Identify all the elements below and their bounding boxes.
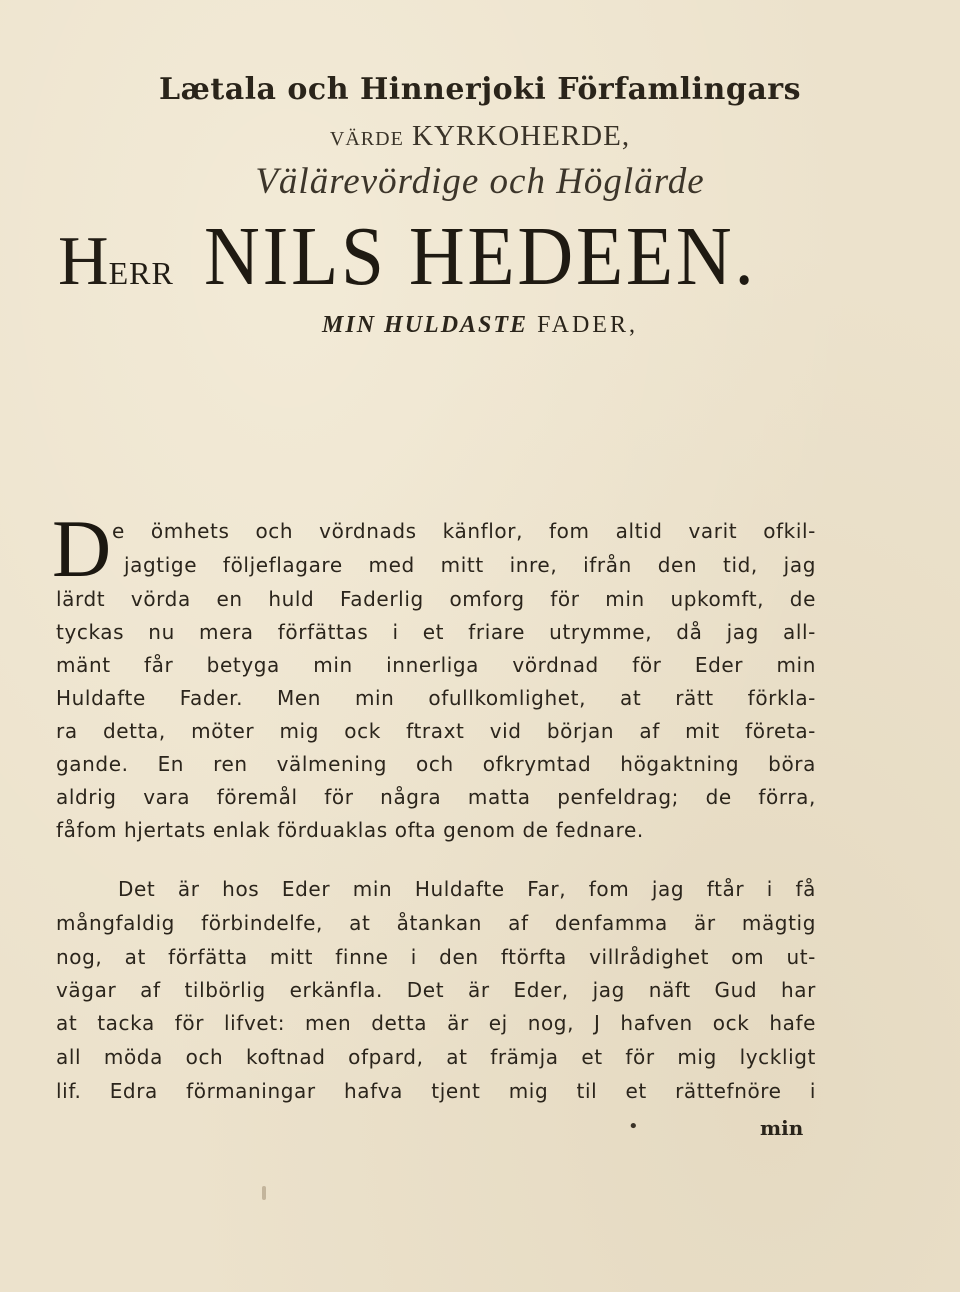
text-line: mänt får betyga min innerliga vördnad för Eder min [56, 653, 816, 677]
salutation-plain: FADER, [537, 312, 638, 338]
honorific-heading [0, 160, 960, 203]
text-line: ra detta, möter mig ock ftraxt vid början af mit företa- [56, 719, 816, 743]
recipient-name: NILS HEDEEN. [203, 210, 757, 303]
office-heading [0, 120, 960, 153]
text-line: mångfaldig förbindelfe, at åtankan af denfamma är mägtig [56, 911, 816, 935]
text-line: aldrig vara föremål för några matta penfeldrag; de förra, [56, 785, 816, 809]
text-line: tyckas nu mera förfättas i et friare utrymme, då jag all- [56, 620, 816, 644]
drop-cap: D [52, 503, 112, 594]
text-line: e ömhets och vördnads känflor, fom altid varit ofkil- [112, 519, 816, 543]
paper-stain [262, 1186, 266, 1200]
text-line: fåfom hjertats enlak förduaklas ofta genom de fednare. [56, 818, 644, 842]
office-main-text: KYRKOHERDE, [412, 120, 631, 152]
salutation-italic: MIN HULDASTE [322, 312, 529, 338]
parish-heading [0, 72, 960, 107]
honorific-text: Välärevördige och Höglärde [255, 161, 705, 202]
text-line: Huldafte Fader. Men min ofullkomlighet, at rätt förkla- [56, 686, 816, 710]
office-small-text: VÄRDE [329, 128, 404, 150]
catchword: min [760, 1116, 804, 1140]
text-line: at tacka för lifvet: men detta är ej nog, J hafven ock hafe [56, 1011, 816, 1035]
name-heading [58, 208, 918, 305]
herr-rest: ERR [108, 255, 174, 291]
text-line: lärdt vörda en huld Faderlig omforg för min upkomft, de [56, 587, 816, 611]
page-mark: • [628, 1116, 639, 1137]
text-line: all möda och koftnad ofpard, at främja et för mig lyckligt [56, 1045, 816, 1069]
text-line: jagtige följeflagare med mitt inre, ifrån den tid, jag [124, 553, 816, 577]
text-line: gande. En ren välmening och ofkrymtad högaktning böra [56, 752, 816, 776]
parish-text: Lætala och Hinnerjoki Förfamlingars [159, 72, 801, 107]
text-line: Det är hos Eder min Huldafte Far, fom jag ftår i få [118, 877, 816, 901]
herr-initial: H [58, 223, 109, 300]
text-line: nog, at förfätta mitt finne i den ftörfta villrådighet om ut- [56, 945, 816, 969]
text-line: lif. Edra förmaningar hafva tjent mig til et rättefnöre i [56, 1079, 816, 1103]
salutation [0, 312, 960, 339]
text-line: vägar af tilbörlig erkänfla. Det är Eder, jag näft Gud har [56, 978, 816, 1002]
